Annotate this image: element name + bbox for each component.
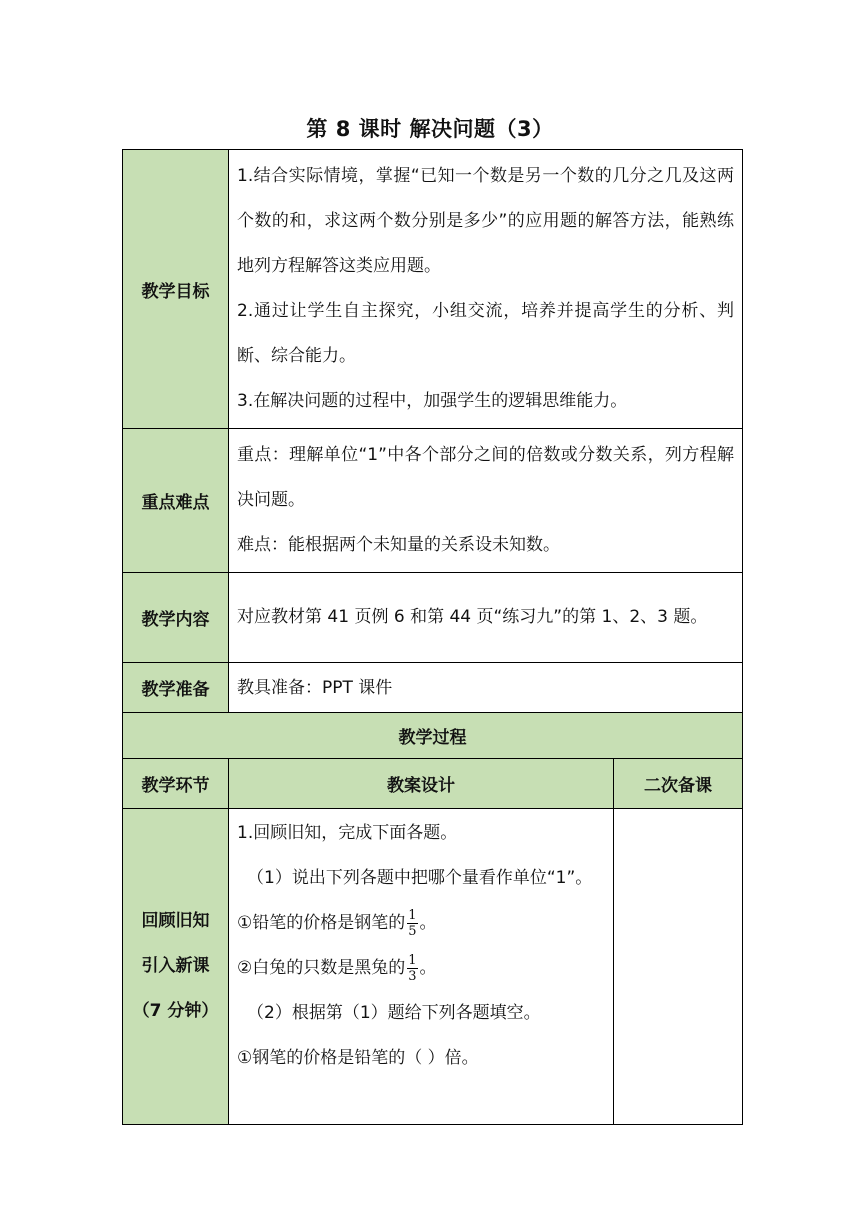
objective-item: 2.通过让学生自主探究，小组交流，培养并提高学生的分析、判断、综合能力。 [237,301,734,366]
key-points-content [229,429,743,573]
preparation-row [123,663,743,713]
stage-line: 引入新课 [141,956,210,976]
objectives-content [229,150,743,429]
review-notes [614,809,743,1125]
process-header: 教学过程 [123,713,743,759]
key-point-item: 重点：理解单位“1”中各个部分之间的倍数或分数关系，列方程解决问题。 [237,445,734,510]
col-design-header: 教案设计 [229,759,614,809]
process-columns-row [123,759,743,809]
objectives-row [123,150,743,429]
review-line: （1）说出下列各题中把哪个量看作单位“1”。 [247,868,593,888]
preparation-label: 教学准备 [123,663,229,713]
key-points-row [123,429,743,573]
review-design [229,809,614,1125]
fraction-one-third: $\frac{1}{3}$ [408,952,417,984]
review-row [123,809,743,1125]
objectives-label: 教学目标 [123,150,229,429]
content-text: 对应教材第 41 页例 6 和第 44 页“练习九”的第 1、2、3 题。 [229,573,743,663]
page-title: 第 8 课时 解决问题（3） [306,117,554,141]
review-line: （2）根据第（1）题给下列各题填空。 [247,1003,541,1023]
review-line: 1.回顾旧知，完成下面各题。 [237,823,458,843]
col-stage-header: 教学环节 [123,759,229,809]
col-notes-header: 二次备课 [614,759,743,809]
stage-line: 回顾旧知 [141,911,210,931]
key-point-item: 难点：能根据两个未知量的关系设未知数。 [237,535,560,555]
lesson-plan-table [122,149,743,1125]
process-header-row [123,713,743,759]
objective-item: 1.结合实际情境，掌握“已知一个数是另一个数的几分之几及这两个数的和，求这两个数分别是多少”的应用题的解答方法，能熟练地列方程解答这类应用题。 [237,166,734,276]
preparation-text: 教具准备：PPT 课件 [229,663,743,713]
objective-item: 3.在解决问题的过程中，加强学生的逻辑思维能力。 [237,391,628,411]
content-row [123,573,743,663]
review-line: ①铅笔的价格是钢笔的 $\frac{1}{5}$ 。 [237,907,437,939]
review-line: ①钢笔的价格是铅笔的（ ）倍。 [237,1048,479,1068]
key-points-label: 重点难点 [123,429,229,573]
review-line: ②白兔的只数是黑兔的 $\frac{1}{3}$ 。 [237,952,437,984]
content-label: 教学内容 [123,573,229,663]
stage-line: （7 分钟） [132,1001,219,1021]
review-stage-label [123,809,229,1125]
fraction-one-fifth: $\frac{1}{5}$ [408,907,417,939]
